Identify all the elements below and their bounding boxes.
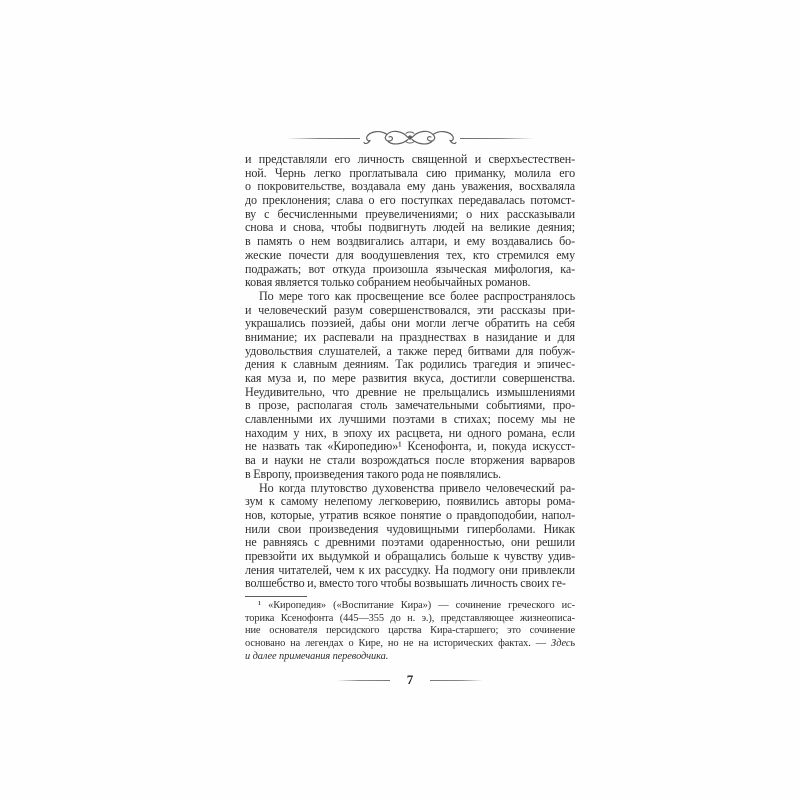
body-line: ковая является только собранием необычайных романов. [245,276,531,290]
footnote-text: основано на легендах о Кире, но не на исторических фактах. — [245,638,552,650]
header-rule-left [286,138,360,139]
header-rule-right [460,138,534,139]
paragraph [245,153,575,290]
body-line: зум к самому нелепому легковерию, появились авторы рома- [245,495,575,509]
footnote-line [245,638,575,651]
body-line: ву с бесчисленными преувеличениями; о них рассказывали [245,207,575,221]
footnote-text: торика Ксенофонта (445—355 до н. э.), представляющее жизнеописа- [245,612,575,624]
body-line: ва и науки не стали возрождаться после вторжения варваров [245,454,575,468]
body-line: превзойти их выдумкой и обращались больше к чувству удив- [245,549,575,563]
body-line: о покровительстве, воздавала ему дань уважения, восхваляла [245,180,575,194]
body-line: нов, которые, утратив всякое понятие о правдоподобии, напол- [245,508,575,522]
body-line: не назвать так «Киропедию»¹ Ксенофонта, и, покуда искусст- [245,440,575,454]
body-line: украшались поэзией, дабы они могли легче обратить на себя [245,317,575,331]
footnote [245,600,575,663]
body-line: волшебство и, вместо того чтобы возвышать личность своих ге- [245,577,566,591]
page-number-rule-left [337,680,390,681]
footnote-text: ¹ «Киропедия» («Воспитание Кира») — сочинение греческого ис- [258,600,575,611]
paragraph [245,482,575,592]
footnote-line [245,625,575,638]
footnote-line [245,613,575,626]
floral-ornament-icon [362,127,458,149]
footnote-line [245,600,575,613]
footnote-line [245,651,575,664]
body-line: подражать; вот откуда произошла языческая мифология, ка- [245,262,575,276]
body-line: снова и снова, чтобы подвигнуть людей на великие деяния; [245,221,575,235]
body-line: нили свои произведения чудовищными гиперболами. Никак [245,522,575,536]
body-line: и представляли его личность священной и сверхъестествен- [245,153,575,166]
body-line: ной. Чернь легко проглатывала сию приманку, молила его [245,166,575,180]
footnote-text: ние основателя персидского царства Кира-старшего; это сочинение [245,625,575,637]
body-line: в Европу, произведения такого рода не появлялись. [245,467,502,481]
body-line: Неудивительно, что древние не прельщались измышлениями [245,385,575,399]
body-line: находим у них, в эпоху их расцвета, ни одного романа, если [245,426,575,440]
body-line: и человеческий разум совершенствовался, эти рассказы при- [245,303,575,317]
body-line: до преклонения; слава о его поступках передавалась потомст- [245,194,575,208]
body-line: ления читателей, чем к их рассудку. На подмогу они привлекли [245,563,575,577]
footnote-italic-text: и далее примечания переводчика. [245,650,389,662]
body-line: в прозе, располагая столь замечательными событиями, про- [245,399,575,413]
paragraph [245,290,575,482]
chapter-header-divider [245,124,575,152]
page-footer [245,672,575,688]
body-line: славленными их лучшими поэтами в стихах; посему мы не [245,413,575,427]
page-number-rule-right [430,680,483,681]
body-line: в память о нем воздвигались алтари, и ему воздавались бо- [245,235,575,249]
body-line: кая муза и, по мере развития вкуса, достигли совершенства. [245,372,575,385]
page-number: 7 [406,672,414,688]
text-column [245,124,575,688]
body-text [245,153,575,591]
body-line: не равняясь с древними поэтами одаренностью, они решили [245,536,575,550]
body-line: удовольствия слушателей, а также перед битвами для побуж- [245,344,575,358]
body-line: Но когда плутовство духовенства привело человеческий ра- [259,481,575,495]
body-line: внимание; их распевали на празднествах в назидание и для [245,330,575,344]
body-line: жеские почести для воодушевления тех, кто стремился ему [245,248,575,262]
body-line: По мере того как просвещение все более распространялось [259,289,575,303]
body-line: дения к славным деяниям. Так родились трагедия и эпичес- [245,358,575,372]
footnote-italic-text: Здесь [551,638,575,650]
footnote-divider [245,596,307,597]
